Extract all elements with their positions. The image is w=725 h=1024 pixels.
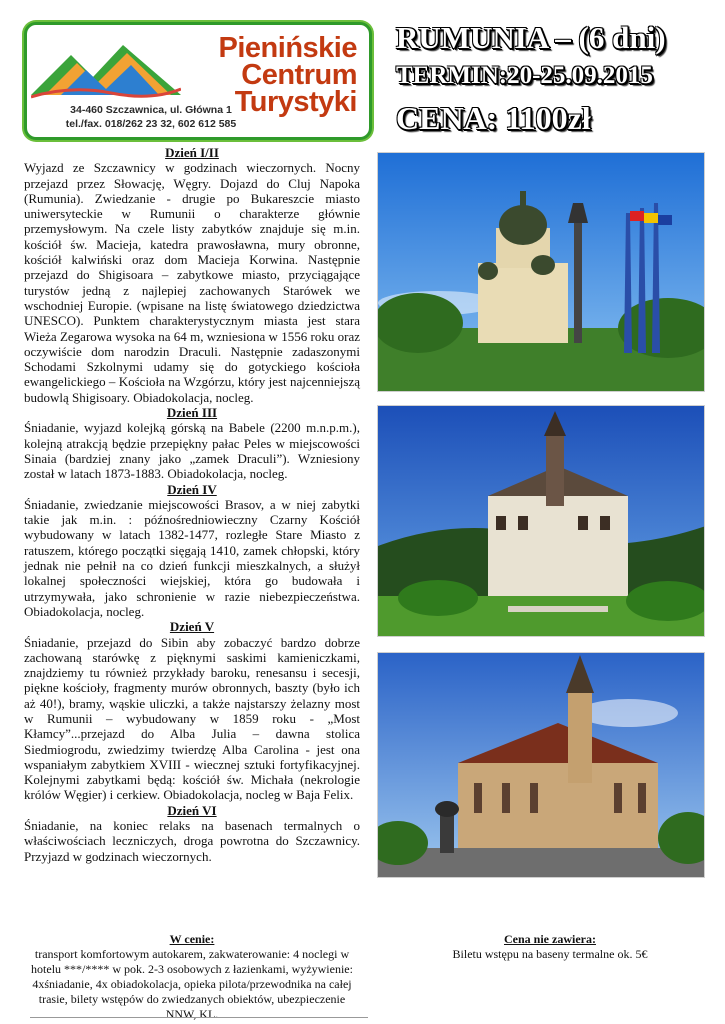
photo-peles-castle [377,405,705,637]
day-heading: Dzień IV [167,481,217,497]
price-includes-text: transport komfortowym autokarem, zakwaterowanie: 4 noclegi w hotelu ***/**** w pok. 2-3 osobowych z łazienkami, wyżywienie: 4xśniadanie, 4x obiadokolacja, opieka pilota/przewodnika na całej trasie, bilety wstępów do zwiedzanych obiektów, ubezpieczenie NNW, KL. [31,947,353,1021]
day-description: Śniadanie, zwiedzanie miejscowości Brasov, a w niej zabytki takie jak m.in. : późnośredniowieczny Czarny Kościół wybudowany w latach 1382-1477, rozległe Stare Miasto z ratuszem, którego początki sięgają 1410, zamek chłopski, który jednak nie pełnił na co dzień funkcji mieszkalnych, a służył lokalnej społeczności wiejskiej, która go budowała i utrzymywała, jako schronienie w razie niebezpieczeństwa. Obiadokolacja, nocleg. [24,496,360,619]
day-description: Śniadanie, przejazd do Sibin aby zobaczyć bardzo dobrze zachowaną starówkę z pięknymi saskimi kamieniczkami, znajdziemy tu również przykłady baroku, renesansu i secesji, piękne kościoły, fragmenty murów obronnych, baszty (było ich aż 40!), bramy, wąskie uliczki, a także najstarszy żelazny most w Rumunii – wybudowany w 1859 roku - „Most Kłamcy”...przejazd do Alba Julia – dawna stolica Siedmiogrodu, zwiedzimy twierdzę Alba Carolina - jest ona wspaniałym zabytkiem XVIII - wiecznej sztuki fortyfikacyjnej. Kolejnymi zabytkami będą: kościół św. Michała (nekrologie królów Węgier) i cerkiew. Obiadokolacja, nocleg w Baja Felix. [24,634,360,803]
agency-contact [41,103,261,131]
agency-logo [24,22,372,140]
agency-phone: tel./fax. 018/262 23 32, 602 612 585 [65,118,237,130]
photo-cathedral [377,152,705,392]
day-description: Śniadanie, wyjazd kolejką górską na Babele (2200 m.n.p.m.), kolejną atrakcją będzie przepiękny pałac Peles w miejscowości Sinaia (bardziej znany jako „zamek Draculi”). Wzniesiony został w latach 1873-1883. Obiadokolacja, nocleg. [24,420,360,482]
day-description: Śniadanie, na koniec relaks na basenach termalnych o właściwościach leczniczych, droga powrotna do Szczawnicy. Przyjazd w godzinach wieczornych. [24,818,360,864]
agency-name-line1: Pienińskie [218,32,357,64]
trip-price: CENA: 1100zł [396,100,591,136]
price-excludes [385,932,715,962]
photo-st-michael-church [377,652,705,878]
day-description: Wyjazd ze Szczawnicy w godzinach wieczornych. Nocny przejazd przez Słowację, Węgry. Dojazd do Cluj Napoka (Rumunia). Zwiedzanie - drugie po Bukareszcie miasto uniwersyteckie w Rumunii o charakterze głównie przemysłowym. Na czele listy zabytków znajduje się m.in. kościół św. Macieja, katedra prawosławna, mury obronne, kościół kalwiński oraz dom Macieja Korwina. Następnie przejazd do Shigisoara – zabytkowe miasto, przyciągające turystów jedną z najlepiej zachowanych Starówek we wschodniej Europie. (wpisane na listę światowego dziedzictwa UNESCO). Punktem charakterystycznym miasta jest stara Wieża Zegarowa wysoka na 64 m, wzniesiona w 1556 roku oraz oczywiście dom narodzin Draculi. Następnie zadaszonymi Schodami Szkolnymi udamy się do gotyckiego kościoła ewangelickiego – Kościoła na Wzgórzu, który jest najcenniejszą budowlą Shigisoary. Obiadokolacja, nocleg. [24,160,360,405]
day-heading: Dzień I/II [165,145,219,160]
agency-name-line2: Centrum [241,59,357,91]
agency-address: 34-460 Szczawnica, ul. Główna 1 [70,104,232,116]
price-excludes-title: Cena nie zawiera: [504,932,596,946]
day-heading: Dzień III [166,405,218,421]
price-excludes-text: Biletu wstępu na baseny termalne ok. 5€ [452,947,648,961]
itinerary [24,145,360,864]
mountains-logo-icon [31,37,181,103]
day-heading: Dzień VI [167,802,217,818]
divider [30,1017,368,1018]
trip-title: RUMUNIA – (6 dni) [396,20,666,55]
agency-name-line3: Turystyki [234,86,357,118]
price-includes [24,932,360,1022]
trip-dates: TERMIN:20-25.09.2015 [396,62,653,89]
price-includes-title: W cenie: [169,932,215,946]
day-heading: Dzień V [169,619,215,635]
